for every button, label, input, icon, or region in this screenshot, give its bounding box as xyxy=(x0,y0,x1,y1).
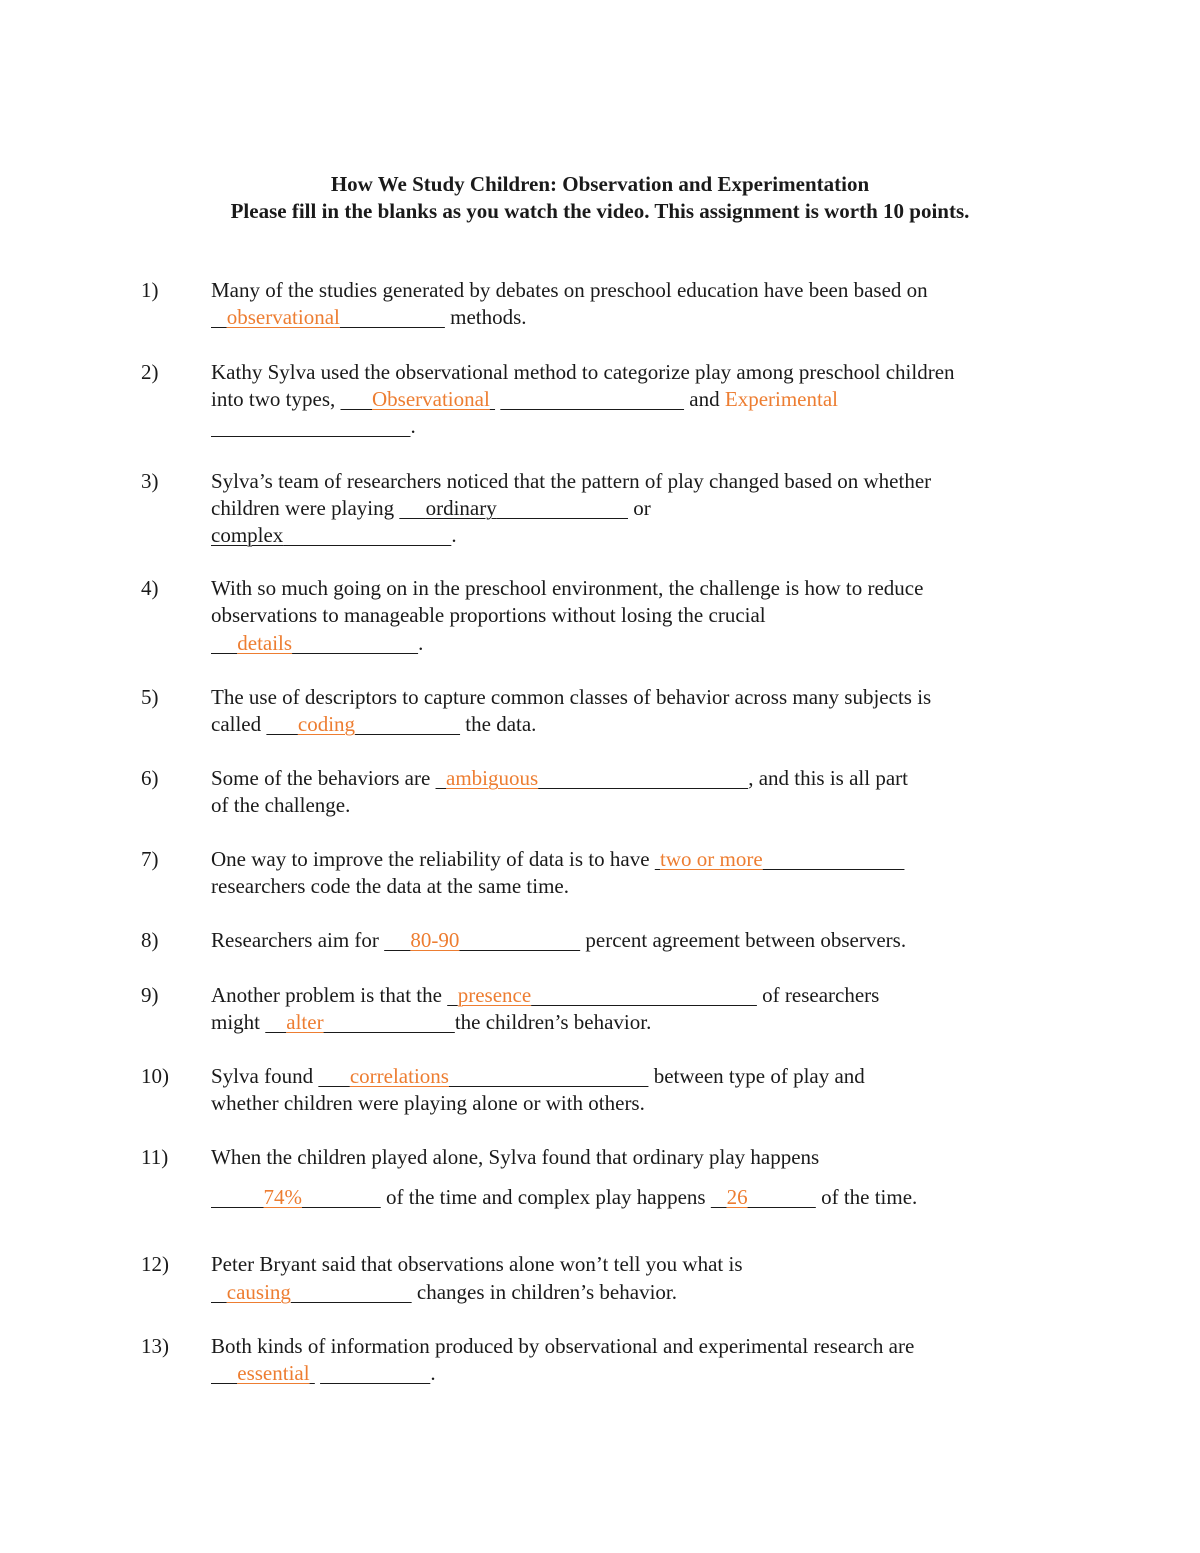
answer-blank: complex xyxy=(211,523,284,547)
question-text: . xyxy=(430,1361,436,1385)
question-text: . xyxy=(418,631,424,655)
question-text: percent agreement between observers. xyxy=(580,928,907,952)
question-text: Peter Bryant said that observations alone won’t tell you what is xyxy=(211,1252,743,1276)
answer-blank: ordinary xyxy=(425,496,497,520)
question-text: whether children were playing alone or with others. xyxy=(211,1091,645,1115)
answer-blank: observational xyxy=(226,305,340,329)
question-text: With so much going on in the preschool environment, the challenge is how to reduce xyxy=(211,576,924,600)
answer-blank: coding xyxy=(297,712,356,736)
question-text: Sylva’s team of researchers noticed that the pattern of play changed based on whether xyxy=(211,469,932,493)
answer-blank: 74% xyxy=(263,1185,302,1209)
question-text: Another problem is that the xyxy=(211,983,448,1007)
answer-blank: 26 xyxy=(726,1185,748,1209)
question-text: , and this is all part xyxy=(748,766,908,790)
question-number: 1) xyxy=(141,278,159,302)
question-number: 5) xyxy=(141,685,159,709)
question-number: 13) xyxy=(141,1334,169,1358)
question-text: between type of play and xyxy=(648,1064,865,1088)
question-number: 6) xyxy=(141,766,159,790)
question-text: . xyxy=(410,414,416,438)
question-text: and xyxy=(684,387,725,411)
question-text: of the time. xyxy=(815,1185,918,1209)
answer-blank: presence xyxy=(457,983,532,1007)
question-text: changes in children’s behavior. xyxy=(411,1280,677,1304)
question-text: called xyxy=(211,712,267,736)
question-text: of researchers xyxy=(756,983,880,1007)
answer-blank: two or more xyxy=(660,847,763,871)
question-text: into two types, xyxy=(211,387,341,411)
question-text: children were playing xyxy=(211,496,400,520)
question-text: The use of descriptors to capture common classes of behavior across many subjects is xyxy=(211,685,932,709)
question-text: Kathy Sylva used the observational method to categorize play among preschool children xyxy=(211,360,955,384)
answer-blank: Observational xyxy=(372,387,490,411)
question-number: 4) xyxy=(141,576,159,600)
question-text: Many of the studies generated by debates on preschool education have been based on xyxy=(211,278,928,302)
answer-blank: essential xyxy=(237,1361,310,1385)
question-text: Sylva found xyxy=(211,1064,319,1088)
question-text: . xyxy=(451,523,457,547)
question-text: When the children played alone, Sylva found that ordinary play happens xyxy=(211,1145,820,1169)
answer-blank: ambiguous xyxy=(446,766,539,790)
question-number: 9) xyxy=(141,983,159,1007)
page-title: How We Study Children: Observation and Experimentation xyxy=(330,172,870,196)
answer-blank: details xyxy=(237,631,293,655)
answer-blank: correlations xyxy=(349,1064,449,1088)
question-text: observations to manageable proportions without losing the crucial xyxy=(211,603,766,627)
question-number: 11) xyxy=(141,1145,169,1169)
answer-blank: causing xyxy=(226,1280,291,1304)
answer-blank: alter xyxy=(286,1010,324,1034)
question-number: 3) xyxy=(141,469,159,493)
question-number: 7) xyxy=(141,847,159,871)
question-text: One way to improve the reliability of data is to have xyxy=(211,847,655,871)
question-text: Researchers aim for xyxy=(211,928,385,952)
question-text: of the time and complex play happens xyxy=(380,1185,711,1209)
question-text: Some of the behaviors are xyxy=(211,766,436,790)
question-number: 8) xyxy=(141,928,159,952)
question-number: 2) xyxy=(141,360,159,384)
question-text: methods. xyxy=(444,305,527,329)
question-text: researchers code the data at the same time. xyxy=(211,874,569,898)
question-text: or xyxy=(628,496,651,520)
question-number: 12) xyxy=(141,1252,169,1276)
question-text: might xyxy=(211,1010,266,1034)
question-text: the children’s behavior. xyxy=(454,1010,652,1034)
answer-blank: Experimental xyxy=(724,387,838,411)
answer-blank: 80-90 xyxy=(410,928,460,952)
question-number: 10) xyxy=(141,1064,169,1088)
question-text: Both kinds of information produced by observational and experimental research are xyxy=(211,1334,915,1358)
instructions: Please fill in the blanks as you watch the video. This assignment is worth 10 points. xyxy=(230,199,970,223)
question-text: the data. xyxy=(460,712,537,736)
question-text: of the challenge. xyxy=(211,793,351,817)
